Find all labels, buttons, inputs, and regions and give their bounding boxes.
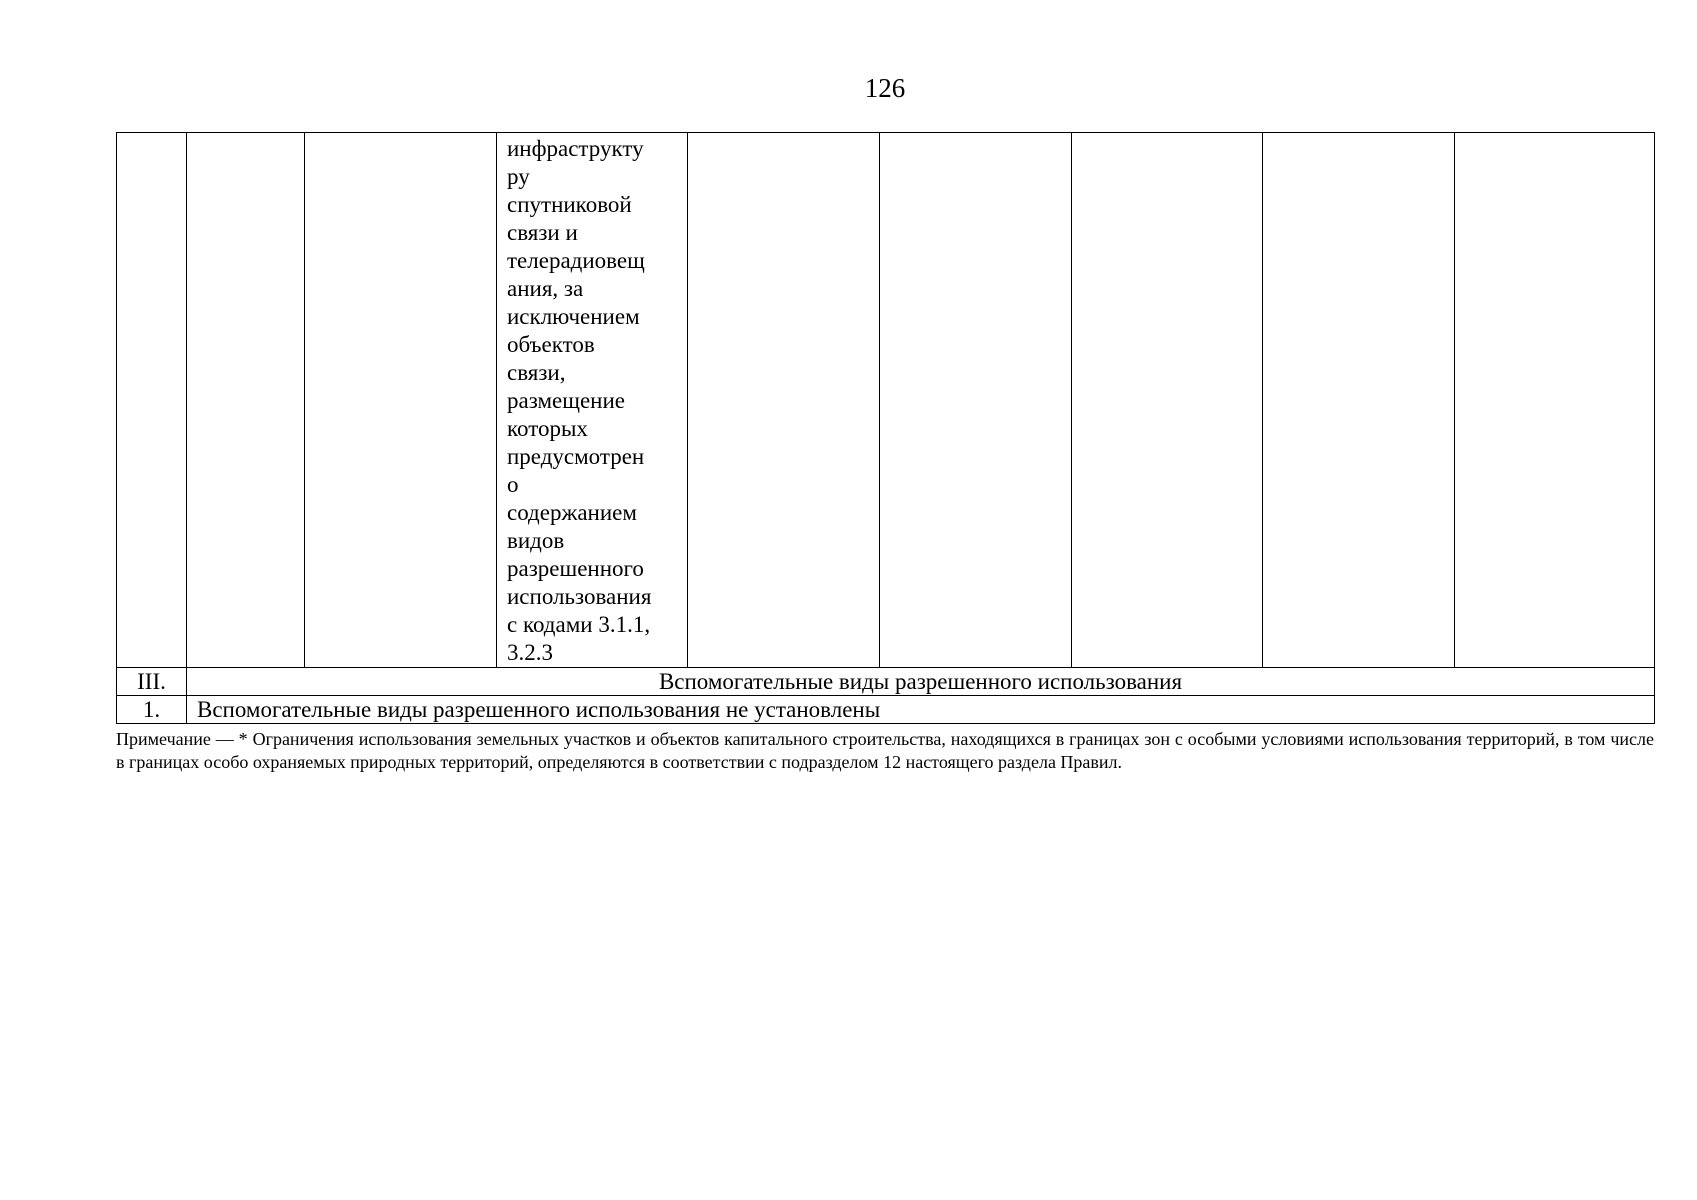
use-description-text: инфраструкту ру спутниковой связи и телерадиовещ ания, за исключением объектов связи, размещение которых предусмотрен о содержанием видов разрешенного использования с кодами 3.1.1, 3.2.3 <box>507 136 652 665</box>
table-row-item <box>117 696 1655 724</box>
section-number: III. <box>117 668 187 696</box>
table-cell-use-description <box>497 133 688 668</box>
table-cell <box>688 133 880 668</box>
table-cell <box>880 133 1072 668</box>
table-row-continuation <box>117 133 1655 668</box>
item-text: Вспомогательные виды разрешенного использования не установлены <box>187 696 1655 724</box>
table-cell <box>117 133 187 668</box>
table-cell <box>305 133 497 668</box>
table-cell <box>187 133 305 668</box>
table-cell <box>1263 133 1455 668</box>
item-number: 1. <box>117 696 187 724</box>
footnote: Примечание — * Ограничения использования земельных участков и объектов капитального строительства, находящихся в границах зон с особыми условиями использования территорий, в том числе в границах особо охраняемых природных территорий, определяются в соответствии с подразделом 12 настоящего раздела Правил. <box>116 729 1654 772</box>
page-number: 126 <box>864 73 906 103</box>
table-row-section <box>117 668 1655 696</box>
table-cell <box>1072 133 1263 668</box>
land-use-table <box>116 132 1655 724</box>
table-cell <box>1455 133 1655 668</box>
section-title: Вспомогательные виды разрешенного использования <box>187 668 1655 696</box>
